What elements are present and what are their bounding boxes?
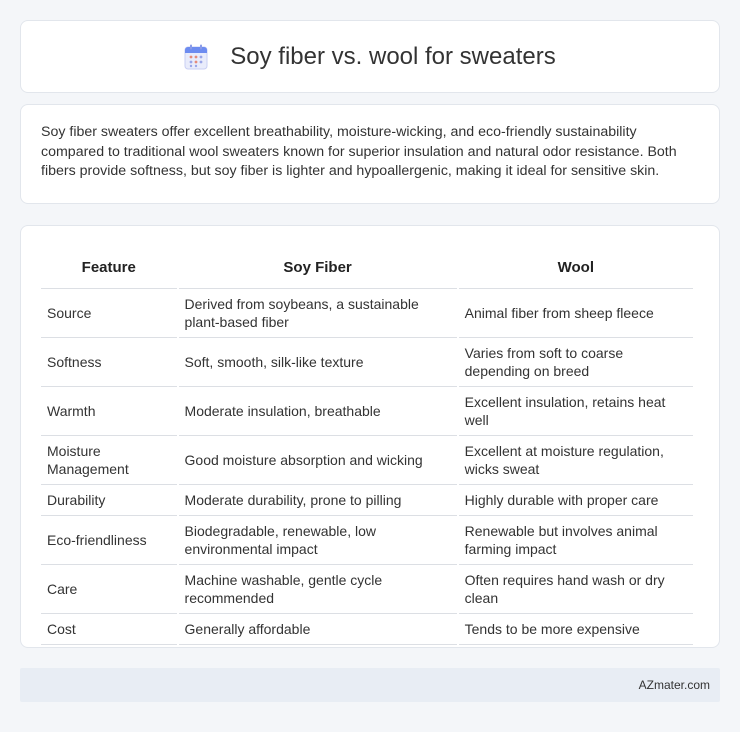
table-row (41, 485, 693, 516)
summary-card (20, 104, 720, 204)
soy-fiber-cell: Good moisture absorption and wicking (179, 436, 457, 485)
table-row (41, 289, 693, 338)
header-wool: Wool (459, 246, 693, 289)
soy-fiber-cell: Derived from soybeans, a sustainable plant-based fiber (179, 289, 457, 338)
title-row (184, 43, 555, 71)
footer-brand[interactable]: AZmater.com (638, 678, 710, 692)
comparison-table-card (20, 225, 720, 648)
wool-cell: Excellent at moisture regulation, wicks sweat (459, 436, 693, 485)
wool-cell: Often requires hand wash or dry clean (459, 565, 693, 614)
comparison-table (39, 246, 695, 645)
title-card (20, 20, 720, 93)
soy-fiber-cell: Biodegradable, renewable, low environmental impact (179, 516, 457, 565)
soy-fiber-cell: Generally affordable (179, 614, 457, 645)
feature-cell: Eco-friendliness (41, 516, 177, 565)
wool-cell: Renewable but involves animal farming impact (459, 516, 693, 565)
wool-cell: Varies from soft to coarse depending on breed (459, 338, 693, 387)
wool-cell: Tends to be more expensive (459, 614, 693, 645)
feature-cell: Warmth (41, 387, 177, 436)
table-row (41, 516, 693, 565)
feature-cell: Moisture Management (41, 436, 177, 485)
wool-cell: Excellent insulation, retains heat well (459, 387, 693, 436)
wool-cell: Highly durable with proper care (459, 485, 693, 516)
soy-fiber-cell: Machine washable, gentle cycle recommended (179, 565, 457, 614)
feature-cell: Softness (41, 338, 177, 387)
footer (20, 668, 720, 702)
header-soy-fiber: Soy Fiber (179, 246, 457, 289)
feature-cell: Cost (41, 614, 177, 645)
table-row (41, 338, 693, 387)
soy-fiber-cell: Soft, smooth, silk-like texture (179, 338, 457, 387)
page-title: Soy fiber vs. wool for sweaters (230, 42, 556, 70)
table-row (41, 565, 693, 614)
summary-text: Soy fiber sweaters offer excellent breathability, moisture-wicking, and eco-friendly sustainability compared to traditional wool sweaters known for superior insulation and natural odor resistance. Both fibers provide softness, but soy fiber is lighter and hypoallergenic, making it ideal for sensitive skin. (41, 124, 677, 179)
calendar-icon (184, 44, 208, 70)
table-row (41, 387, 693, 436)
soy-fiber-cell: Moderate durability, prone to pilling (179, 485, 457, 516)
table-header-row (41, 246, 693, 289)
table-row (41, 614, 693, 645)
feature-cell: Durability (41, 485, 177, 516)
feature-cell: Source (41, 289, 177, 338)
table-row (41, 436, 693, 485)
header-feature: Feature (41, 246, 177, 289)
soy-fiber-cell: Moderate insulation, breathable (179, 387, 457, 436)
feature-cell: Care (41, 565, 177, 614)
wool-cell: Animal fiber from sheep fleece (459, 289, 693, 338)
